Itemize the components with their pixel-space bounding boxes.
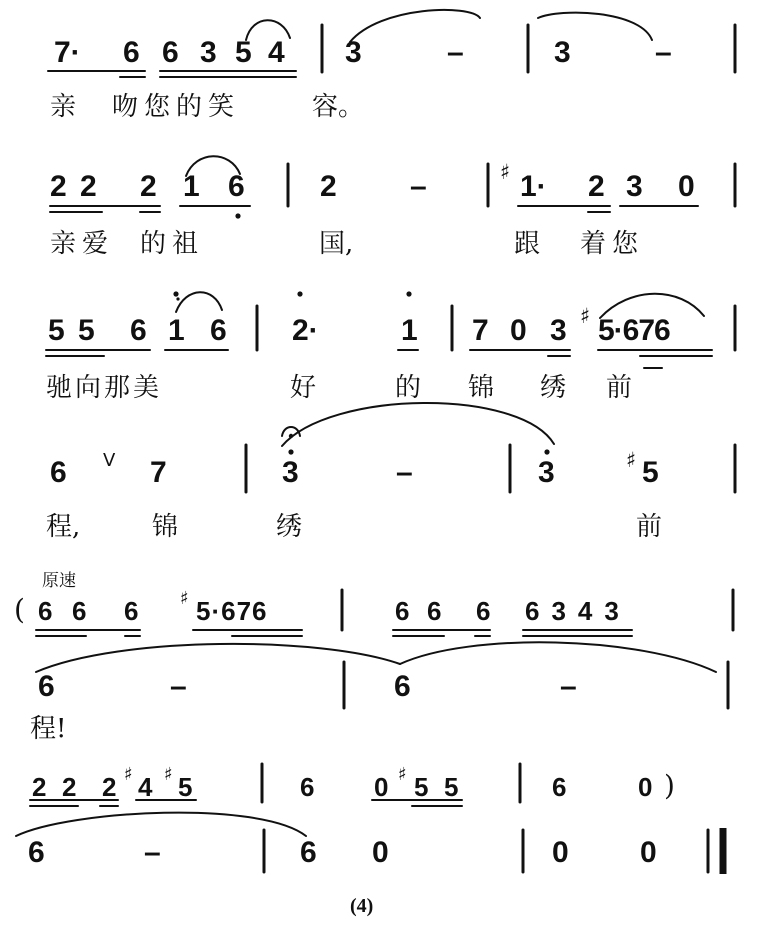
octave-dot [289,434,293,438]
note: 3 [200,36,217,69]
close-paren: ) [664,769,675,802]
lyric: 着您 [580,229,645,259]
lyric: 跟 [514,229,541,259]
lyric: 的 [395,373,422,403]
note: 3 [554,36,571,69]
note: 2 [320,170,337,203]
note: 5 [642,456,659,489]
note: 1· [520,170,547,203]
slur [400,642,716,672]
open-paren: ( [14,593,25,626]
note: 6 [210,314,227,347]
note: 6 [228,170,245,203]
note: 6 [123,36,140,69]
note: 6 [28,836,45,869]
note: 0 [510,314,527,347]
note: 6 [130,314,147,347]
note: 6 [50,456,67,489]
note: 0 [638,772,653,802]
note: 6 [427,596,442,626]
sharp-sign: ♯ [500,160,511,184]
note: 5 [78,314,95,347]
lyric: 国, [319,229,354,259]
note: 6 [124,596,139,626]
note: 5 [235,36,252,69]
lyric: 吻您的笑 [112,92,241,122]
note: 6 [476,596,491,626]
note: 2· [292,314,319,347]
dash: – [410,170,427,203]
note: 6 [395,596,410,626]
sharp-sign: ♯ [164,764,173,785]
lyric: 前 [636,512,663,542]
note-group: 5·676 [598,314,670,347]
note: 4 [138,772,153,802]
note-group: 5·676 [196,596,268,626]
lyric: 亲爱 [50,229,115,259]
note: 1 [401,314,418,347]
octave-dot [235,213,240,218]
lyric: 锦 [468,373,495,403]
lyric: 亲 [50,92,77,122]
note: 6 [300,836,317,869]
lyric: 绣 [540,373,567,403]
note: 6 [38,670,55,703]
lyric: 锦 [152,512,179,542]
octave-dot [176,297,179,300]
dash: – [655,36,672,69]
slur [282,403,554,446]
octave-dot [544,449,549,454]
lyric: 程! [30,714,67,744]
note: 5 [48,314,65,347]
note: 7 [150,456,167,489]
note: 6 [162,36,179,69]
page-number: (4) [350,895,374,917]
lyric: 驰向那美 [46,373,163,403]
note: 7· [54,36,81,69]
note: 5 [444,772,459,802]
sharp-sign: ♯ [398,764,407,785]
note: 2 [50,170,67,203]
note: 0 [678,170,695,203]
note: 6 [300,772,315,802]
note: 2 [588,170,605,203]
dash: – [144,836,161,869]
note: 0 [374,772,389,802]
note: 7 [472,314,489,347]
slur [176,292,222,312]
note: 6 [72,596,87,626]
sharp-sign: ♯ [580,304,591,328]
lyric: 前 [606,373,633,403]
note: 3 [538,456,555,489]
note: 2 [32,772,47,802]
note: 1 [168,314,185,347]
octave-dot [297,291,302,296]
breath-mark: V [103,450,116,471]
note: 2 [102,772,117,802]
note: 2 [80,170,97,203]
note: 6 [38,596,53,626]
note: 3 [282,456,299,489]
sharp-sign: ♯ [124,764,133,785]
note: 5 [414,772,429,802]
octave-dot [288,449,293,454]
note: 3 [550,314,567,347]
note: 0 [372,836,389,869]
lyric: 程, [46,512,81,542]
note: 2 [62,772,77,802]
note: 6 [552,772,567,802]
note: 4 [268,36,285,69]
lyric: 容。 [312,92,365,122]
sharp-sign: ♯ [626,448,637,472]
lyric: 的祖 [140,229,205,259]
note: 0 [552,836,569,869]
note: 0 [640,836,657,869]
octave-dot [406,291,411,296]
note: 5 [178,772,193,802]
dash: – [447,36,464,69]
octave-dot [173,291,178,296]
sharp-sign: ♯ [180,588,189,609]
note-group: 6343 [525,596,631,626]
note: 1 [183,170,200,203]
dash: – [170,670,187,703]
tempo-mark: 原速 [42,571,76,591]
dash: – [396,456,413,489]
lyric: 好 [290,373,317,403]
note: 3 [626,170,643,203]
note: 2 [140,170,157,203]
lyric: 绣 [276,512,303,542]
note: 6 [394,670,411,703]
note: 3 [345,36,362,69]
dash: – [560,670,577,703]
